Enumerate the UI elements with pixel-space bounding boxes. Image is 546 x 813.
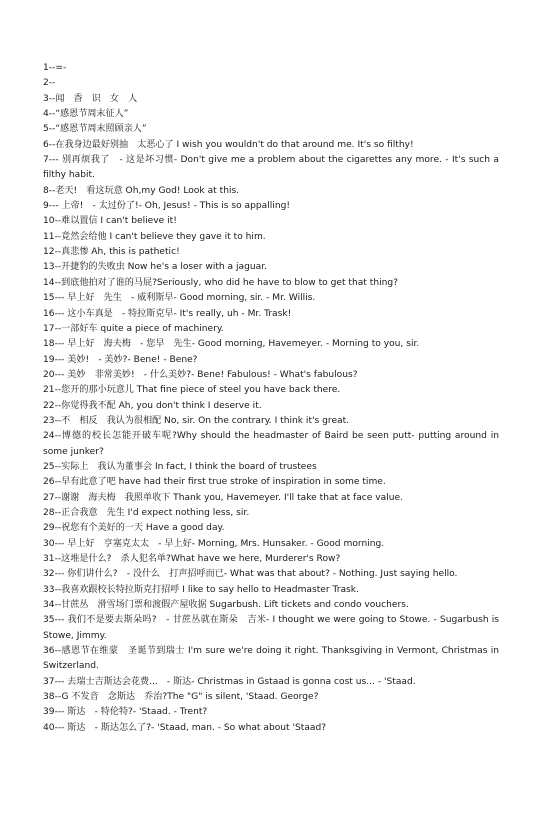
text-line: 5--“感恩节周末照顾亲人” xyxy=(43,124,147,135)
text-line: 35--- 我们不是要去斯朵吗? - 甘蔗丛就在斯朵 吉米- I thought we were going to Stowe. - Sugarbush is Stowe, Jimmy. xyxy=(43,615,502,641)
text-line: 15--- 早上好 先生 - 威利斯早- Good morning, sir. - Mr. Willis. xyxy=(43,293,316,304)
text-line: 33--我喜欢跟校长特拉斯克打招呼 I like to say hello to Headmaster Trask. xyxy=(43,584,359,595)
text-line: 34--甘蔗丛 滑雪场门票和渡假产屋收据 Sugarbush. Lift tickets and condo vouchers. xyxy=(43,600,409,611)
text-line: 31--这堆是什么? 杀人犯名单?What have we here, Murderer's Row? xyxy=(43,554,341,564)
text-line: 23--不 相反 我认为很相配 No, sir. On the contrary. I think it's great. xyxy=(43,415,350,426)
text-line: 30--- 早上好 亨塞克太太 - 早上好- Morning, Mrs. Hunsaker. - Good morning. xyxy=(43,538,385,549)
text-line: 13--开捷豹的失败虫 Now he's a loser with a jaguar. xyxy=(43,262,268,273)
text-line: 29--祝您有个美好的一天 Have a good day. xyxy=(43,523,225,534)
text-line: 10--难以置信 I can't believe it! xyxy=(43,216,177,227)
text-line: 26--早有此意了吧 have had their first true stroke of inspiration in some time. xyxy=(43,477,386,488)
text-line: 32--- 你们讲什么? - 没什么 打声招呼而已- What was that about? - Nothing. Just saying hello. xyxy=(43,569,458,580)
text-line: 11--竟然会给他 I can't believe they gave it to him. xyxy=(43,231,266,242)
text-line: 2-- xyxy=(43,78,56,89)
text-line: 24--博德的校长怎能开破车呢?Why should the headmaster of Baird be seen putt- putting around in some junker? xyxy=(43,431,502,457)
text-line: 25--实际上 我认为董事会 In fact, I think the board of trustees xyxy=(43,461,317,472)
text-line: 36--感恩节在维蒙 圣诞节到瑞士 I'm sure we're doing it right. Thanksgiving in Vermont, Christmas in Switzerland. xyxy=(43,646,502,672)
text-line: 38--G 不发音 念斯达 乔治?The "G" is silent, 'Staad. George? xyxy=(43,692,319,703)
text-line: 27--谢谢 海夫梅 我照单收下 Thank you, Havemeyer. I'll take that at face value. xyxy=(43,492,404,503)
text-line: 9--- 上帝! - 太过份了!- Oh, Jesus! - This is so appalling! xyxy=(43,201,291,212)
text-line: 7--- 别再烦我了 - 这是坏习惯- Don't give me a problem about the cigarettes any more. - It's such a filthy habit. xyxy=(43,155,502,181)
text-line: 19--- 美妙! - 美妙?- Bene! - Bene? xyxy=(43,354,198,365)
text-line: 18--- 早上好 海夫梅 - 您早 先生- Good morning, Havemeyer. - Morning to you, sir. xyxy=(43,339,420,350)
text-line: 17--一部好车 quite a piece of machinery. xyxy=(43,323,224,334)
text-line: 37--- 去瑞士吉斯达会花费... - 斯达- Christmas in Gstaad is gonna cost us... - 'Staad. xyxy=(43,676,416,687)
text-line: 6--在我身边最好别抽 太恶心了 I wish you wouldn't do that around me. It's so filthy! xyxy=(43,139,414,150)
text-line: 40--- 斯达 - 斯达怎么了?- 'Staad, man. - So what about 'Staad? xyxy=(43,722,327,733)
text-line: 12--真悲惨 Ah, this is pathetic! xyxy=(43,247,180,258)
text-line: 21--您开的那小玩意儿 That fine piece of steel you have back there. xyxy=(43,385,341,396)
text-line: 1--=- xyxy=(43,63,67,73)
text-line: 20--- 美妙 非常美妙! - 什么美妙?- Bene! Fabulous! - What's fabulous? xyxy=(43,369,358,380)
text-line: 39--- 斯达 - 特伦特?- 'Staad. - Trent? xyxy=(43,707,208,718)
text-line: 16--- 这小车真是 - 特拉斯克早- It's really, uh - Mr. Trask! xyxy=(43,308,292,319)
text-line: 3--闻 香 识 女 人 xyxy=(43,93,138,104)
text-line: 8--老天! 看这玩意 Oh,my God! Look at this. xyxy=(43,185,240,196)
text-line: 4--“感恩节周末征人” xyxy=(43,109,129,120)
text-line: 22--你觉得我不配 Ah, you don't think I deserve it. xyxy=(43,400,262,411)
text-line: 28--正合我意 先生 I'd expect nothing less, sir. xyxy=(43,507,250,518)
text-line: 14--到底他拍对了谁的马屁?Seriously, who did he have to blow to get that thing? xyxy=(43,277,398,288)
document-page xyxy=(43,61,502,736)
